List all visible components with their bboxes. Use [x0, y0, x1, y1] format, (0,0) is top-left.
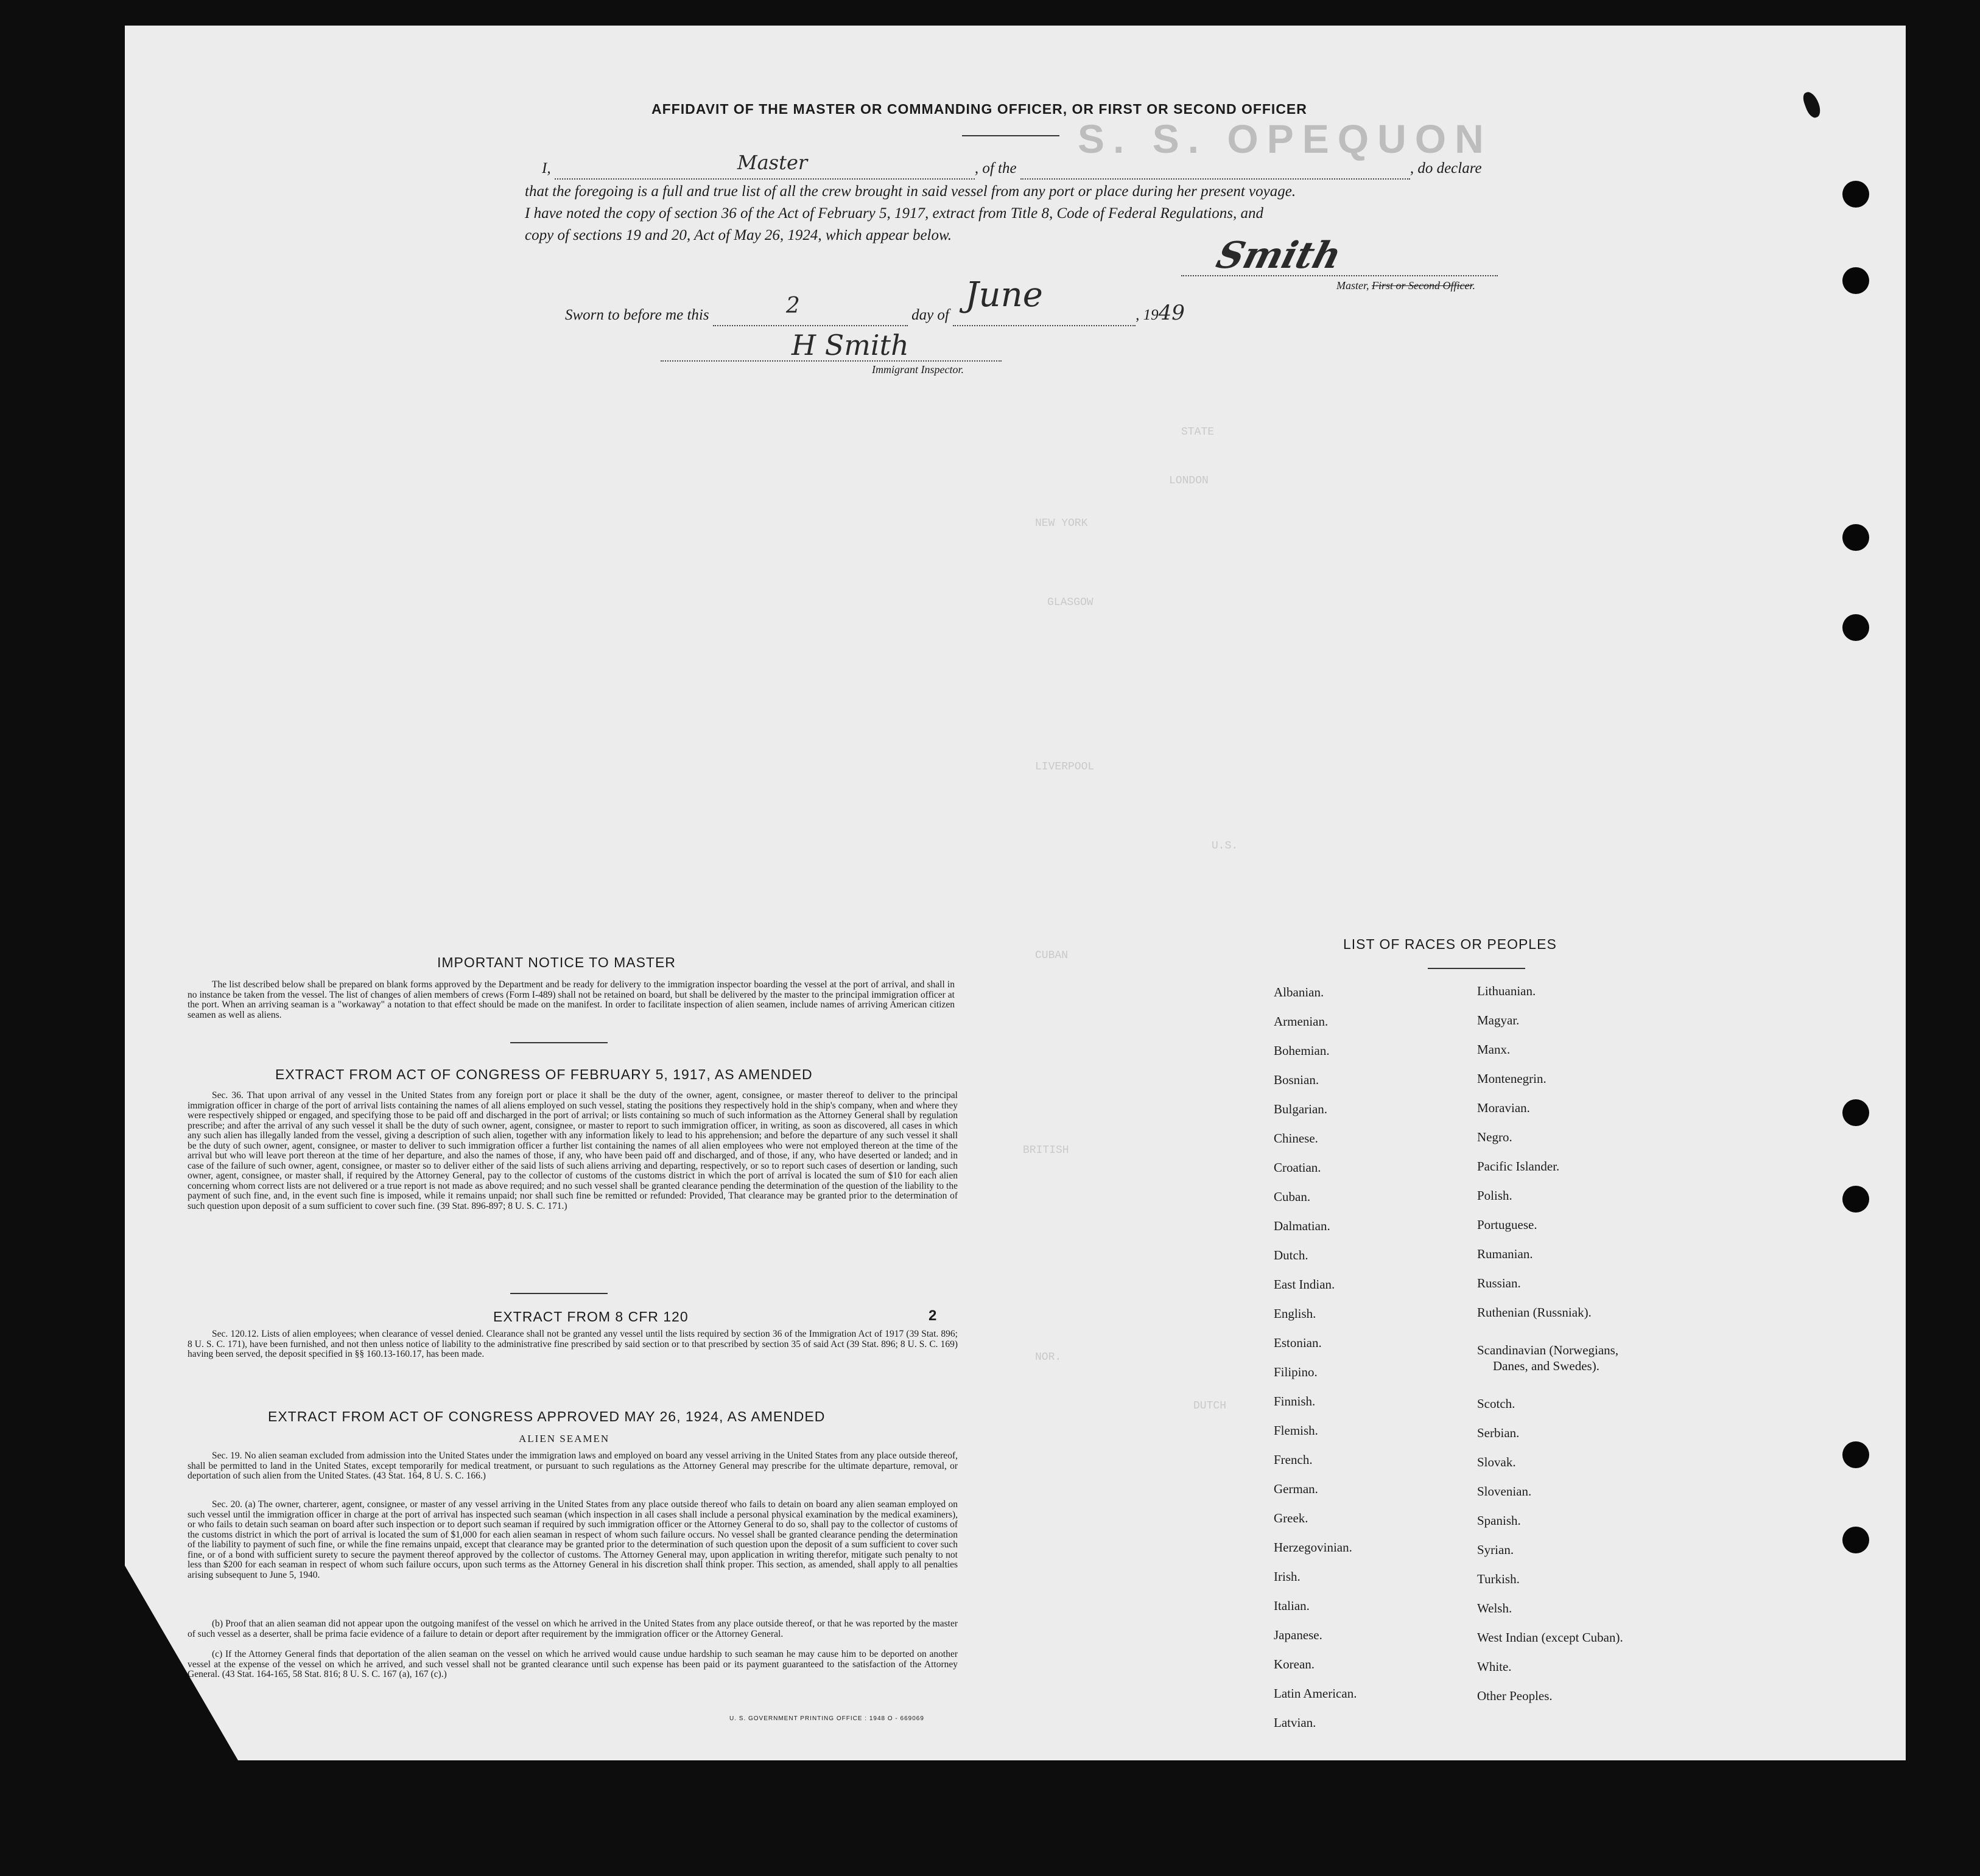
race-item: Bohemian.: [1274, 1043, 1330, 1058]
race-item: Slovenian.: [1477, 1484, 1532, 1499]
inspector-signature: H Smith: [792, 329, 909, 362]
binder-hole: [1842, 524, 1869, 551]
affidavit-line-4: copy of sections 19 and 20, Act of May 26, 1924, which appear below.: [525, 227, 952, 243]
race-item: Pacific Islander.: [1477, 1159, 1560, 1174]
race-item: Negro.: [1477, 1130, 1512, 1144]
notice-body: The list described below shall be prepared on blank forms approved by the Department and be ready for delivery to the immigration inspector boarding the vessel at the port of arrival, and shall in no instance be taken from the vessel. The list of changes of alien members of crews (Form I-489) shall not be retained on board, but shall be delivered by the master to the principal immigration officer at the port. When an arriving seaman is a "workaway" a notation to that effect should be made on the manifest. In order to facilitate inspection of alien seamen, include names of arriving American citizen seamen as well as aliens.: [188, 979, 955, 1020]
alien-seamen-subheading: ALIEN SEAMEN: [519, 1433, 610, 1444]
inspector-caption: Immigrant Inspector.: [872, 363, 964, 376]
affidavit-line-3: I have noted the copy of section 36 of the Act of February 5, 1917, extract from Title 8, Code of Federal Regulations, and: [525, 205, 1263, 222]
bleed-through-text: CUBAN: [1035, 950, 1069, 962]
race-item: White.: [1477, 1659, 1512, 1674]
binder-hole: [1842, 614, 1869, 641]
name-field: [555, 151, 975, 180]
bleed-through-text: GLASGOW: [1047, 597, 1094, 609]
race-item: Turkish.: [1477, 1572, 1520, 1586]
sworn-year: 49: [1158, 301, 1185, 325]
race-item: Manx.: [1477, 1042, 1511, 1057]
race-item: Greek.: [1274, 1511, 1308, 1525]
races-heading: LIST OF RACES OR PEOPLES: [1343, 936, 1557, 952]
race-item: Montenegrin.: [1477, 1071, 1546, 1086]
sworn-label: Sworn to before me this: [565, 307, 709, 323]
of-the-label: , of the: [974, 160, 1017, 177]
race-item: Other Peoples.: [1477, 1689, 1553, 1703]
race-item: Dutch.: [1274, 1248, 1308, 1262]
do-declare-label: , do declare: [1410, 160, 1482, 177]
race-item: Irish.: [1274, 1569, 1301, 1584]
race-item: Korean.: [1274, 1657, 1315, 1671]
bleed-through-text: LIVERPOOL: [1035, 761, 1095, 773]
race-item: Dalmatian.: [1274, 1219, 1330, 1233]
binder-hole: [1842, 1441, 1869, 1468]
race-item: West Indian (except Cuban).: [1477, 1630, 1623, 1645]
race-item: Scandinavian (Norwegians,: [1477, 1343, 1619, 1357]
extract-1924-sec20a: Sec. 20. (a) The owner, charterer, agent, consignee, or master of any vessel arriving in the United States from any place outside thereof who fails to detain on board any alien seaman employed on such vessel until the immigration officer in charge at the port of arrival has inspected such seaman (which inspection in all cases shall include a personal physical examination by the medical examiners), or who fails to detain such seaman on board after such inspection or to deport such seaman if required by such immigration officer or the Attorney General to do so, shall pay to the collector of customs of the customs district in which the port of arrival is located the sum of $1,000 for each alien seaman in respect of whom such failure occurs. No vessel shall be granted clearance pending the determination of the liability to payment of such fine, or while the fine remains unpaid, except that clearance may be granted prior to the determination of such question upon the deposit of a sum sufficient to cover such fine, or of a bond with sufficient surety to secure the payment thereof approved by the collector of customs. The Attorney General may, upon application in writing therefor, mitigate such penalty to not less than $200 for each seaman in respect of whom such failure occurs, upon such terms as the Attorney General in his discretion shall think proper. This section, as amended, shall apply to all penalties arising subsequent to June 5, 1940.: [188, 1499, 958, 1580]
race-item: English.: [1274, 1306, 1316, 1321]
race-item: Herzegovinian.: [1274, 1540, 1352, 1555]
binder-hole: [1842, 1099, 1869, 1126]
race-item: Japanese.: [1274, 1628, 1322, 1642]
extract-1924-sec20c: (c) If the Attorney General finds that deportation of the alien seaman on the vessel on which he arrived would cause undue hardship to such seaman he may cause him to be deported on another vessel at the expense of the vessel on which he arrived, and such vessel shall not be granted clearance until such expense has been paid or its payment guaranteed to the satisfaction of the Attorney General. (43 Stat. 164-165, 58 Stat. 816; 8 U. S. C. 167 (a), 167 (c).): [188, 1649, 958, 1679]
extract-1917-heading: EXTRACT FROM ACT OF CONGRESS OF FEBRUARY 5, 1917, AS AMENDED: [275, 1066, 813, 1082]
race-item: Ruthenian (Russniak).: [1477, 1305, 1592, 1320]
heading-rule: [962, 135, 1059, 136]
race-item: Polish.: [1477, 1188, 1512, 1203]
race-item: Cuban.: [1274, 1189, 1311, 1204]
printer-imprint: U. S. GOVERNMENT PRINTING OFFICE : 1948 O - 669069: [729, 1715, 924, 1722]
binder-hole: [1842, 181, 1869, 208]
extract-1924-heading: EXTRACT FROM ACT OF CONGRESS APPROVED MAY 26, 1924, AS AMENDED: [268, 1409, 826, 1424]
name-handwritten: Master: [737, 151, 808, 174]
cfr-body: Sec. 120.12. Lists of alien employees; when clearance of vessel denied. Clearance shall not be granted any vessel until the lists required by section 36 of the Immigration Act of 1917 (39 Stat. 896; 8 U. S. C. 171), have been furnished, and not then unless notice of liability to the administrative fine prescribed by said section or to that prescribed by section 35 of said Act (39 Stat. 896; 8 U. S. C. 169) having been served, the deposit specified in §§ 160.13-160.17, has been made.: [188, 1329, 958, 1359]
section-rule: [510, 1042, 608, 1043]
race-item: Filipino.: [1274, 1365, 1318, 1379]
bleed-through-text: NOR.: [1035, 1351, 1062, 1363]
cfr-heading: EXTRACT FROM 8 CFR 120: [493, 1309, 689, 1325]
day-of-label: day of: [911, 307, 949, 323]
race-item: Scotch.: [1477, 1396, 1515, 1411]
vessel-field: [1020, 161, 1410, 180]
race-item: Flemish.: [1274, 1423, 1318, 1438]
races-rule: [1428, 968, 1525, 969]
bleed-through-text: DUTCH: [1193, 1400, 1227, 1412]
binder-hole: [1842, 1186, 1869, 1213]
sworn-month: June: [965, 275, 1043, 315]
sworn-day: 2: [785, 293, 800, 318]
month-field: [953, 275, 1136, 326]
race-item: Albanian.: [1274, 985, 1324, 999]
race-item: Portuguese.: [1477, 1217, 1537, 1232]
race-item: Moravian.: [1477, 1101, 1530, 1115]
day-field: [713, 293, 908, 326]
vessel-stamp: S. S. OPEQUON: [1078, 116, 1492, 161]
race-item: Syrian.: [1477, 1542, 1514, 1557]
master-signature: Smith: [1212, 234, 1346, 277]
bleed-through-text: STATE: [1181, 426, 1215, 438]
race-item: Bosnian.: [1274, 1073, 1319, 1087]
affidavit-heading: AFFIDAVIT OF THE MASTER OR COMMANDING OFFICER, OR FIRST OR SECOND OFFICER: [651, 101, 1307, 117]
master-signature-line: [1181, 275, 1498, 276]
master-caption-end: .: [1472, 279, 1475, 292]
race-item: Chinese.: [1274, 1131, 1318, 1146]
race-item: Slovak.: [1477, 1455, 1516, 1469]
race-item: Bulgarian.: [1274, 1102, 1328, 1116]
race-item: Latvian.: [1274, 1715, 1316, 1730]
master-caption-struck: First or Second Officer: [1372, 279, 1473, 292]
race-item: Magyar.: [1477, 1013, 1520, 1027]
affidavit-line-2: that the foregoing is a full and true list of all the crew brought in said vessel from any port or place during her present voyage.: [525, 183, 1296, 200]
race-item: Finnish.: [1274, 1394, 1316, 1409]
race-item: Danes, and Swedes).: [1493, 1359, 1599, 1373]
bleed-through-text: U.S.: [1212, 840, 1238, 852]
binder-hole: [1842, 267, 1869, 294]
i-label: I,: [542, 160, 551, 177]
race-item: Serbian.: [1477, 1426, 1520, 1440]
race-item: Welsh.: [1477, 1601, 1512, 1615]
bleed-through-text: LONDON: [1169, 475, 1209, 487]
race-item: Croatian.: [1274, 1160, 1321, 1175]
bleed-through-text: BRITISH: [1023, 1144, 1069, 1157]
master-caption-master: Master,: [1336, 279, 1372, 292]
race-item: Latin American.: [1274, 1686, 1357, 1701]
race-item: Lithuanian.: [1477, 984, 1536, 998]
binder-hole: [1842, 1527, 1869, 1553]
affidavit-line-1: [542, 151, 1504, 180]
race-item: Russian.: [1477, 1276, 1521, 1290]
inspector-signature-line: [661, 360, 1002, 362]
race-item: French.: [1274, 1452, 1313, 1467]
section-rule: [510, 1293, 608, 1294]
race-item: East Indian.: [1274, 1277, 1335, 1292]
extract-1924-sec20b: (b) Proof that an alien seaman did not appear upon the outgoing manifest of the vessel on which he arrived in the United States from any place outside thereof, or that he was reported by the master of such vessel as a deserter, shall be prima facie evidence of a failure to detain or deport after requirement by the immigration officer or the Attorney General.: [188, 1619, 958, 1639]
race-item: Italian.: [1274, 1598, 1310, 1613]
master-caption: [1336, 279, 1475, 292]
notice-heading: IMPORTANT NOTICE TO MASTER: [437, 954, 676, 970]
race-item: Spanish.: [1477, 1513, 1521, 1528]
race-item: Armenian.: [1274, 1014, 1329, 1029]
extract-1924-sec19: Sec. 19. No alien seaman excluded from admission into the United States under the immigration laws and employed on board any vessel arriving in the United States from any place outside thereof, shall be permitted to land in the United States, except temporarily for medical treatment, or pursuant to such regulations as the Attorney General may prescribe for the ultimate departure, removal, or deportation of such alien from the United States. (43 Stat. 164, 8 U. S. C. 166.): [188, 1451, 958, 1481]
race-item: German.: [1274, 1482, 1318, 1496]
race-item: Rumanian.: [1477, 1247, 1533, 1261]
race-item: Estonian.: [1274, 1335, 1322, 1350]
bleed-through-text: NEW YORK: [1035, 517, 1088, 530]
extract-1917-body: Sec. 36. That upon arrival of any vessel in the United States from any foreign port or place it shall be the duty of the owner, agent, consignee, or master thereof to deliver to the principal immigration officer in charge of the port of arrival lists containing the names of all aliens employed on such vessel, stating the positions they respectively hold in the ship's company, when and where they were respectively shipped or engaged, and specifying those to be paid off and discharged in the port of arrival; or lists containing so much of such information as the Attorney General shall by regulation prescribe; and after the arrival of any such vessel it shall be the duty of such owner, agent, consignee, or master to report to such immigration officer, in writing, as soon as discovered, all cases in which any such alien has illegally landed from the vessel, giving a description of such alien, together with any information likely to lead to his apprehension; and before the departure of any such vessel it shall be the duty of such owner, agent, consignee, or master to deliver to such immigration officer a further list containing the names of all alien employees who were not employed thereon at the time of the arrival but who will leave port thereon at the time of her departure, and also the names of those, if any, who have been paid off and discharged, and of those, if any, who have deserted or landed; and in case of the failure of such owner, agent, consignee, or master so to deliver either of the said lists of such aliens arriving and departing, respectively, or so to report such cases of desertion or landing, such owner, agent, consignee, or master shall, if required by the Attorney General, pay to the collector of customs of the customs district in which the port of arrival is located the sum of $10 for each alien concerning whom correct lists are not delivered or a true report is not made as above required; and no such vessel shall be granted clearance pending the determination of the question of the liability to the payment of such fine, and, in the event such fine is imposed, while it remains unpaid; nor shall such fine be remitted or refunded: Provided, That clearance may be granted prior to the determination of such question upon deposit of a sum sufficient to cover such fine. (39 Stat. 896-897; 8 U. S. C. 171.): [188, 1090, 958, 1211]
sworn-line: [565, 275, 1326, 326]
year-prefix: , 19: [1136, 307, 1159, 323]
page-number: 2: [929, 1307, 937, 1324]
